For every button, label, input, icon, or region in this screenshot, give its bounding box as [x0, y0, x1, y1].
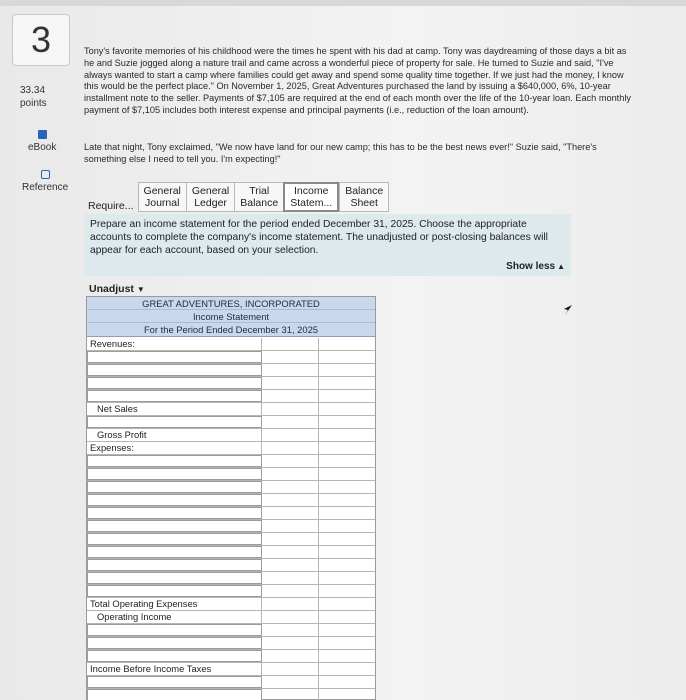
amount-cell[interactable]: [262, 416, 319, 428]
total-cell[interactable]: [319, 663, 375, 675]
account-input-row: [87, 507, 375, 520]
account-input-row: [87, 468, 375, 481]
row-label: Income Before Income Taxes: [87, 663, 262, 675]
total-cell[interactable]: [319, 442, 375, 454]
instructions-text: Prepare an income statement for the period ended December 31, 2025. Choose the appropriate accounts to complete the company's income statement. The unadjusted or post-closing balances will appear for each account, based on your selection.: [90, 219, 548, 256]
company-name: GREAT ADVENTURES, INCORPORATED: [87, 297, 375, 310]
account-input-row: [87, 572, 375, 585]
tab-required[interactable]: Require...: [88, 200, 134, 212]
row-operating-income: [87, 611, 375, 624]
account-input-row: [87, 585, 375, 598]
row-label: Gross Profit: [87, 429, 262, 441]
row-gross-profit: [87, 429, 375, 442]
exclaim-text: Late that night, Tony exclaimed, "We now have land for our new camp; this has to be the best news ever!" Suzie said, "There's something else I need to tell you. I'm expecting!": [84, 142, 597, 164]
amount-cell[interactable]: [262, 351, 319, 363]
account-input-row: [87, 650, 375, 663]
total-cell[interactable]: [319, 481, 375, 493]
row-expenses: [87, 442, 375, 455]
top-bar: [0, 0, 686, 6]
amount-cell[interactable]: [262, 533, 319, 545]
instructions-panel: [84, 214, 571, 276]
triangle-up-icon: ▲: [557, 262, 565, 271]
account-select[interactable]: [87, 351, 262, 363]
tab-general-journal[interactable]: General Journal: [138, 182, 186, 212]
statement-header: [87, 297, 375, 337]
account-select[interactable]: [87, 572, 262, 584]
amount-cell[interactable]: [262, 689, 319, 700]
amount-cell[interactable]: [262, 546, 319, 558]
account-input-row: [87, 546, 375, 559]
amount-cell[interactable]: [262, 494, 319, 506]
total-cell[interactable]: [319, 455, 375, 467]
amount-cell[interactable]: [262, 520, 319, 532]
total-cell[interactable]: [319, 650, 375, 662]
account-select[interactable]: [87, 390, 262, 402]
chevron-down-icon: ▼: [136, 285, 145, 294]
amount-cell[interactable]: [262, 390, 319, 402]
account-select[interactable]: [87, 416, 262, 428]
account-select[interactable]: [87, 455, 262, 467]
amount-cell[interactable]: [262, 338, 319, 350]
total-cell[interactable]: [319, 585, 375, 597]
points-info: [20, 84, 47, 110]
balance-selector[interactable]: Unadjust ▼: [89, 283, 145, 295]
amount-cell[interactable]: [262, 624, 319, 636]
amount-cell[interactable]: [262, 559, 319, 571]
points-label: points: [20, 98, 47, 109]
amount-cell[interactable]: [262, 364, 319, 376]
total-cell[interactable]: [319, 390, 375, 402]
total-cell[interactable]: [319, 364, 375, 376]
account-input-row: [87, 533, 375, 546]
account-select[interactable]: [87, 494, 262, 506]
row-label: Revenues:: [87, 338, 262, 350]
row-total-operating-expenses: [87, 598, 375, 611]
total-cell[interactable]: [319, 611, 375, 623]
ebook-button[interactable]: [28, 130, 56, 153]
account-input-row: [87, 637, 375, 650]
income-statement-table: [86, 296, 376, 700]
reference-button[interactable]: [22, 170, 68, 193]
total-cell[interactable]: [319, 624, 375, 636]
statement-period: For the Period Ended December 31, 2025: [143, 324, 319, 335]
row-income-before-taxes: [87, 663, 375, 676]
account-input-row: [87, 455, 375, 468]
amount-cell[interactable]: [262, 598, 319, 610]
account-select[interactable]: [87, 650, 262, 662]
points-value: 33.34: [20, 85, 46, 96]
total-cell[interactable]: [319, 520, 375, 532]
account-input-row: [87, 377, 375, 390]
account-select[interactable]: [87, 533, 262, 545]
amount-cell[interactable]: [262, 481, 319, 493]
account-select[interactable]: [87, 468, 262, 480]
amount-cell[interactable]: [262, 676, 319, 688]
show-less-button[interactable]: Show less ▲: [506, 261, 565, 272]
account-input-row: [87, 364, 375, 377]
account-select[interactable]: [87, 624, 262, 636]
total-cell[interactable]: [319, 338, 375, 350]
total-cell[interactable]: [319, 507, 375, 519]
question-number: 3: [12, 14, 70, 66]
total-cell[interactable]: [319, 689, 375, 700]
amount-cell[interactable]: [262, 468, 319, 480]
row-label: Net Sales: [87, 403, 262, 415]
amount-cell[interactable]: [262, 637, 319, 649]
row-revenues: [87, 338, 375, 351]
requirement-tabs: [84, 182, 389, 212]
account-select[interactable]: [87, 377, 262, 389]
account-input-row: [87, 416, 375, 429]
account-input-row: [87, 390, 375, 403]
account-select[interactable]: [87, 559, 262, 571]
reference-icon: [41, 170, 50, 179]
account-input-row: [87, 481, 375, 494]
total-cell[interactable]: [319, 403, 375, 415]
amount-cell[interactable]: [262, 507, 319, 519]
total-cell[interactable]: [319, 572, 375, 584]
tab-trial-balance[interactable]: Trial Balance: [234, 182, 283, 212]
row-net-sales: [87, 403, 375, 416]
total-cell[interactable]: [319, 377, 375, 389]
account-select[interactable]: [87, 689, 262, 700]
account-input-row: [87, 624, 375, 637]
amount-cell[interactable]: [262, 572, 319, 584]
account-input-row: [87, 689, 375, 700]
account-select[interactable]: [87, 507, 262, 519]
row-label: Expenses:: [87, 442, 262, 454]
reference-label: Reference: [22, 182, 69, 193]
account-select[interactable]: [87, 364, 262, 376]
amount-cell[interactable]: [262, 377, 319, 389]
total-cell[interactable]: [319, 494, 375, 506]
amount-cell[interactable]: [262, 455, 319, 467]
total-cell[interactable]: [319, 468, 375, 480]
account-input-row: [87, 676, 375, 689]
problem-text: Tony's favorite memories of his childhood were the times he spent with his dad at camp. Tony was daydreaming of those days a bit as he and Suzie jogged along a nature trail and came across a wonderful piece of property for sale. He turned to Suzie and said, "I've always wanted to start a camp where families could get away and spend some quality time together. If we just had the money, I know this would be the perfect place." On November 1, 2025, Great Adventures purchased the land by issuing a $640,000, 6%, 10-year installment note to the seller. Payments of $7,105 are required at the end of each month over the life of the 10-year loan. Each monthly payment of $7,105 includes both interest expense and principal payments (i.e., reduction of the loan amount).: [84, 46, 631, 115]
amount-cell[interactable]: [262, 442, 319, 454]
account-select[interactable]: [87, 481, 262, 493]
account-input-row: [87, 494, 375, 507]
tab-balance-sheet[interactable]: Balance Sheet: [339, 182, 389, 212]
tab-income-statement[interactable]: Income Statem...: [283, 182, 339, 212]
account-select[interactable]: [87, 585, 262, 597]
statement-title: Income Statement: [87, 310, 375, 323]
account-input-row: [87, 559, 375, 572]
amount-cell[interactable]: [262, 403, 319, 415]
mouse-cursor-icon: [563, 304, 573, 316]
row-label: Operating Income: [87, 611, 262, 623]
account-input-row: [87, 520, 375, 533]
account-select[interactable]: [87, 546, 262, 558]
total-cell[interactable]: [319, 351, 375, 363]
tab-general-ledger[interactable]: General Ledger: [186, 182, 234, 212]
account-select[interactable]: [87, 676, 262, 688]
total-cell[interactable]: [319, 559, 375, 571]
total-cell[interactable]: [319, 676, 375, 688]
amount-cell[interactable]: [262, 429, 319, 441]
book-icon: [38, 130, 47, 139]
total-cell[interactable]: [319, 429, 375, 441]
total-cell[interactable]: [319, 533, 375, 545]
total-cell[interactable]: [319, 598, 375, 610]
total-cell[interactable]: [319, 637, 375, 649]
account-select[interactable]: [87, 520, 262, 532]
amount-cell[interactable]: [262, 585, 319, 597]
amount-cell[interactable]: [262, 650, 319, 662]
total-cell[interactable]: [319, 416, 375, 428]
amount-cell[interactable]: [262, 611, 319, 623]
row-label: Total Operating Expenses: [87, 598, 262, 610]
amount-cell[interactable]: [262, 663, 319, 675]
ebook-label: eBook: [28, 142, 57, 153]
account-input-row: [87, 351, 375, 364]
account-select[interactable]: [87, 637, 262, 649]
total-cell[interactable]: [319, 546, 375, 558]
